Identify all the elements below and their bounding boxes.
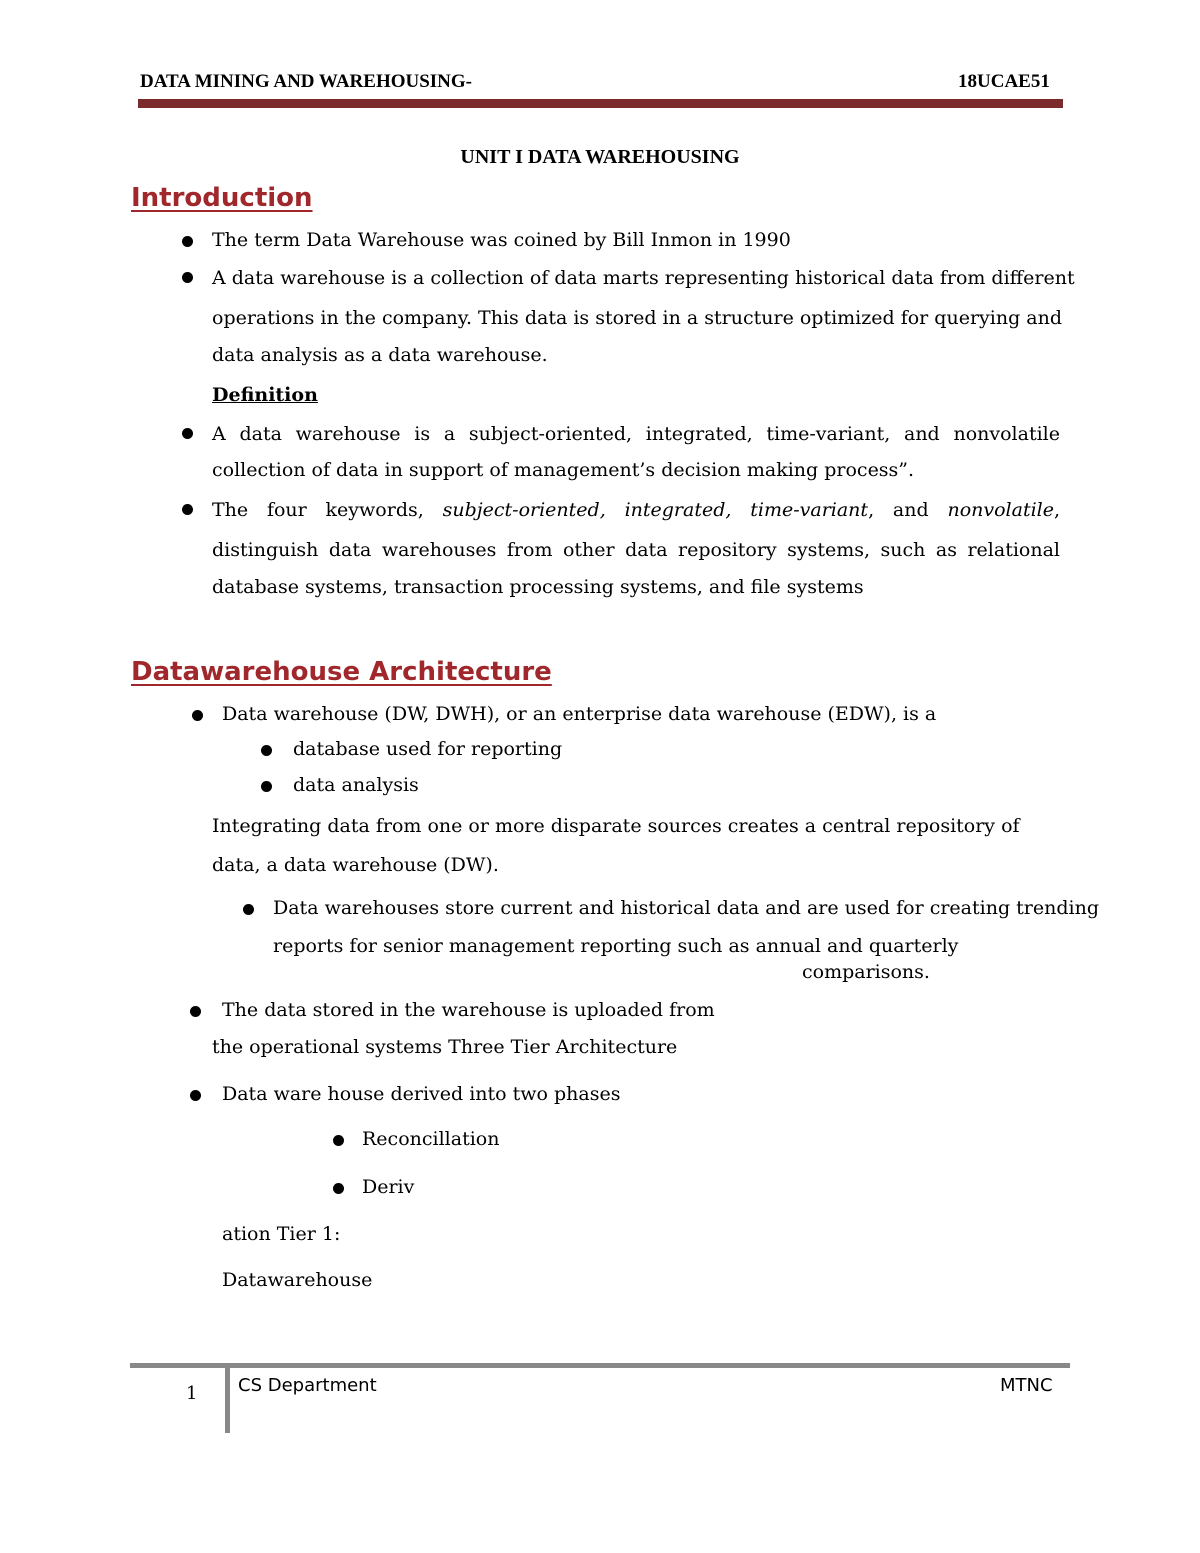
- arch-sub-bullet-4: Deriv: [362, 1176, 415, 1198]
- intro-bullet-4-line-1: [212, 499, 1060, 521]
- keyword-integrated: integrated,: [624, 499, 732, 521]
- arch-bullet-3-line-1: The data stored in the warehouse is uploaded from: [222, 999, 715, 1021]
- arch-bullet-4: Data ware house derived into two phases: [222, 1083, 621, 1105]
- keywords-tail: [947, 499, 1060, 521]
- footer-divider: [225, 1363, 230, 1433]
- bullet-icon: [182, 236, 193, 247]
- intro-bullet-4-line-2: distinguish data warehouses from other data repository systems, such as relational: [212, 539, 1060, 561]
- bullet-icon: [261, 745, 272, 756]
- keywords-and: , and: [868, 499, 929, 521]
- arch-paragraph-1-line-2: data, a data warehouse (DW).: [212, 854, 499, 876]
- architecture-heading: Datawarehouse Architecture: [131, 657, 552, 687]
- page-number: 1: [186, 1383, 198, 1404]
- intro-bullet-3-line-2: collection of data in support of management’s decision making process”.: [212, 459, 915, 481]
- intro-bullet-2-line-3: data analysis as a data warehouse.: [212, 344, 548, 366]
- bullet-icon: [182, 428, 193, 439]
- arch-bullet-2-line-3: comparisons.: [802, 961, 930, 983]
- bullet-icon: [261, 781, 272, 792]
- bullet-icon: [192, 710, 203, 721]
- keyword-nonvolatile: nonvolatile: [947, 499, 1054, 521]
- bullet-icon: [182, 504, 193, 515]
- arch-bullet-3-line-2: the operational systems Three Tier Architecture: [212, 1036, 678, 1058]
- intro-bullet-2-line-2: operations in the company. This data is stored in a structure optimized for querying and: [212, 307, 1063, 329]
- intro-bullet-3-line-1: A data warehouse is a subject-oriented, integrated, time-variant, and nonvolatile: [212, 423, 1060, 445]
- arch-bullet-1: Data warehouse (DW, DWH), or an enterprise data warehouse (EDW), is a: [222, 703, 937, 725]
- keywords-comma: ,: [1053, 499, 1061, 521]
- intro-bullet-1: The term Data Warehouse was coined by Bill Inmon in 1990: [212, 229, 791, 251]
- unit-title: UNIT I DATA WAREHOUSING: [460, 146, 740, 168]
- header-code: 18UCAE51: [958, 71, 1050, 92]
- footer-department: CS Department: [238, 1375, 377, 1396]
- arch-sub-bullet-1: database used for reporting: [293, 738, 563, 760]
- keyword-subject-oriented: subject-oriented,: [442, 499, 606, 521]
- header-title: DATA MINING AND WAREHOUSING-: [140, 71, 473, 92]
- bullet-icon: [243, 904, 254, 915]
- arch-bullet-2-line-2: reports for senior management reporting such as annual and quarterly: [273, 935, 959, 957]
- header-rule: [138, 99, 1063, 108]
- arch-bullet-2-line-1: Data warehouses store current and historical data and are used for creating trending: [273, 897, 1099, 919]
- keywords-text: The four keywords,: [212, 499, 424, 521]
- arch-sub-bullet-3: Reconcillation: [362, 1128, 500, 1150]
- bullet-icon: [182, 272, 193, 283]
- arch-paragraph-1-line-1: Integrating data from one or more disparate sources creates a central repository of: [212, 815, 1020, 837]
- bullet-icon: [190, 1090, 201, 1101]
- intro-heading: Introduction: [131, 183, 313, 213]
- bullet-icon: [190, 1006, 201, 1017]
- intro-bullet-4-line-3: database systems, transaction processing systems, and file systems: [212, 576, 864, 598]
- arch-sub-bullet-2: data analysis: [293, 774, 419, 796]
- bullet-icon: [333, 1183, 344, 1194]
- arch-paragraph-2: ation Tier 1:: [222, 1223, 341, 1245]
- footer-college: MTNC: [1000, 1375, 1053, 1396]
- definition-label: Definition: [212, 384, 318, 406]
- intro-bullet-2-line-1: A data warehouse is a collection of data marts representing historical data from different: [212, 267, 1075, 289]
- bullet-icon: [333, 1135, 344, 1146]
- arch-paragraph-3: Datawarehouse: [222, 1269, 373, 1291]
- footer-rule: [130, 1363, 1070, 1368]
- keyword-time-variant: time-variant: [750, 499, 869, 521]
